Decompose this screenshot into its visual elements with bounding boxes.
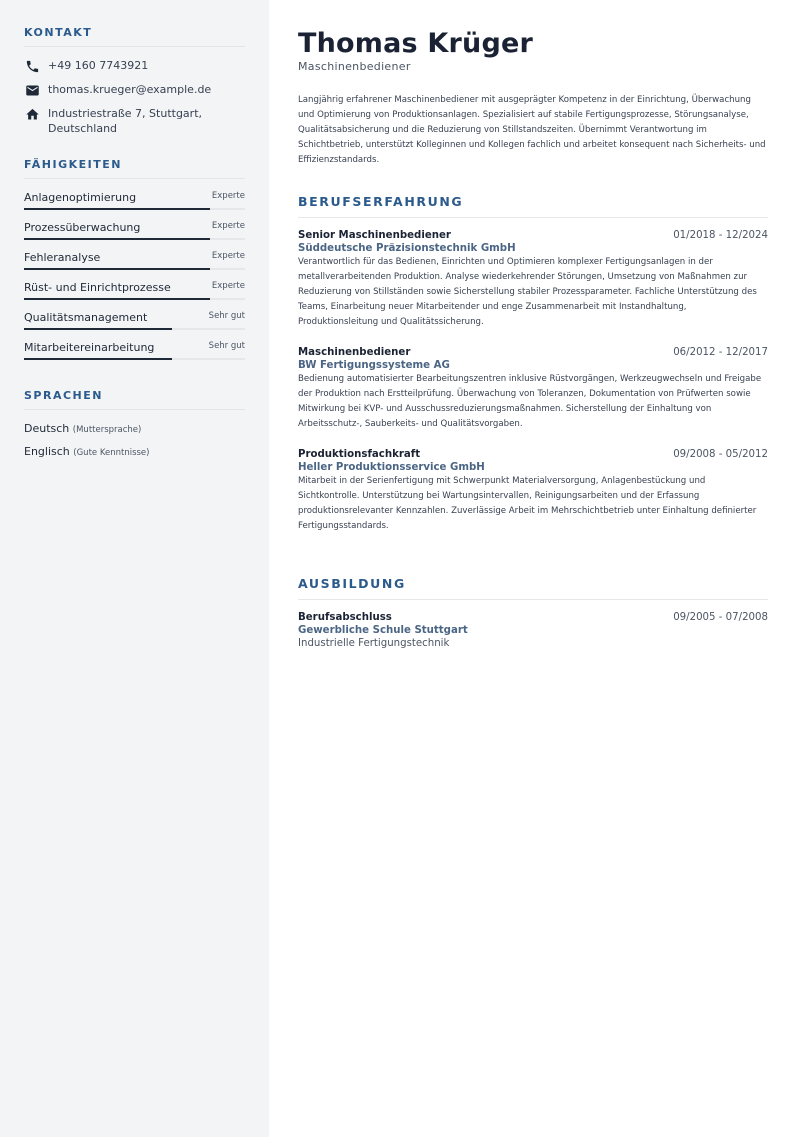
skill-bar-fill: [24, 328, 172, 330]
skill-item: [24, 250, 245, 280]
contact-phone-text[interactable]: +49 160 7743921: [48, 59, 149, 72]
skill-name: Qualitätsmanagement: [24, 311, 148, 324]
experience-entry: [298, 230, 768, 330]
experience-entry: [298, 449, 768, 534]
entry-date: 06/2012 - 12/2017: [673, 347, 768, 358]
contact-email-text[interactable]: thomas.krueger@example.de: [48, 83, 212, 96]
language-item: [24, 444, 245, 461]
job-title: Maschinenbediener: [298, 60, 411, 73]
contact-phone: [24, 58, 245, 74]
language-item: [24, 421, 245, 438]
skill-bar-fill: [24, 268, 210, 270]
main-content: [269, 0, 804, 1137]
entry-company: BW Fertigungssysteme AG: [298, 360, 450, 371]
skill-item: [24, 280, 245, 310]
skill-name: Prozessüberwachung: [24, 221, 141, 234]
person-name: Thomas Krüger: [298, 28, 534, 59]
entry-company: Heller Produktionsservice GmbH: [298, 462, 485, 473]
entry-description: Verantwortlich für das Bedienen, Einrichten und Optimieren komplexer Fertigungsanlagen in der metallverarbeitenden Produktion. Analyse wiederkehrender Störungen, Umsetzung von Maßnahmen zur Reduzierung von Stillständen sowie Sicherstellung stabiler Prozessparameter. Fachliche Unterstützung des Teams, Einarbeitung neuer Mitarbeitender und enge Zusammenarbeit mit Instandhaltung, Produktionsleitung und Qualitätssicherung.: [298, 257, 757, 327]
contact-email: [24, 82, 245, 98]
skill-item: [24, 190, 245, 220]
skill-level: Sehr gut: [208, 311, 245, 321]
skill-level: Experte: [211, 251, 245, 261]
skills-list: [24, 190, 245, 370]
skill-bar-fill: [24, 358, 172, 360]
sidebar: [0, 0, 269, 1137]
experience-heading: BERUFSERFAHRUNG: [298, 194, 768, 218]
language-name: Deutsch: [24, 422, 70, 435]
entry-description: Bedienung automatisierter Bearbeitungszentren inklusive Rüstvorgängen, Werkzeugwechseln und Freigabe der Produktion nach Erstteilprüfung. Überwachung von Toleranzen, Dokumentation von Prüfwerten sowie Mitwirkung bei KVP- und Ausschussreduzierungsmaßnahmen. Sicherstellung der Einhaltung von Arbeitsschutz-, Sauberkeits- und Qualitätsvorgaben.: [298, 374, 762, 429]
entry-title: Berufsabschluss: [298, 612, 392, 623]
skill-bar: [24, 328, 245, 330]
entry-date: 09/2008 - 05/2012: [673, 449, 768, 460]
skill-bar: [24, 298, 245, 300]
profile-summary: Langjährig erfahrener Maschinenbediener mit ausgeprägter Kompetenz in der Einrichtung, Überwachung und Optimierung von Produktionsanlagen. Spezialisiert auf stabile Fertigungsprozesse, Störungsanalyse, Qualitätsabsicherung und die Reduzierung von Stillstandszeiten. Übernimmt Verantwortung im Schichtbetrieb, unterstützt Kolleginnen und Kollegen fachlich und arbeitet konsequent nach Sicherheits- und Effizienzstandards.: [298, 95, 766, 165]
phone-icon: [24, 58, 41, 74]
skill-bar-fill: [24, 208, 210, 210]
skill-level: Sehr gut: [208, 341, 245, 351]
skill-bar: [24, 208, 245, 210]
entry-field: Industrielle Fertigungstechnik: [298, 638, 450, 649]
experience-entry: [298, 347, 768, 432]
skill-name: Fehleranalyse: [24, 251, 101, 264]
skill-bar: [24, 238, 245, 240]
skill-bar: [24, 268, 245, 270]
skill-name: Mitarbeitereinarbeitung: [24, 341, 155, 354]
contact-heading: KONTAKT: [24, 26, 245, 47]
mail-icon: [24, 82, 41, 98]
skill-level: Experte: [211, 281, 245, 291]
language-level: (Muttersprache): [72, 425, 142, 435]
skill-bar: [24, 358, 245, 360]
skill-name: Anlagenoptimierung: [24, 191, 137, 204]
skill-level: Experte: [211, 221, 245, 231]
language-name: Englisch: [24, 445, 70, 458]
entry-date: 09/2005 - 07/2008: [673, 612, 768, 623]
entry-school: Gewerbliche Schule Stuttgart: [298, 625, 468, 636]
entry-title: Senior Maschinenbediener: [298, 230, 451, 241]
entry-date: 01/2018 - 12/2024: [673, 230, 768, 241]
education-heading: AUSBILDUNG: [298, 576, 768, 600]
home-icon: [24, 106, 41, 122]
skill-bar-fill: [24, 238, 210, 240]
entry-title: Produktionsfachkraft: [298, 449, 421, 460]
entry-title: Maschinenbediener: [298, 347, 411, 358]
contact-address-text: Industriestraße 7, Stuttgart, Deutschland: [48, 107, 202, 135]
skill-item: [24, 310, 245, 340]
skill-name: Rüst- und Einrichtprozesse: [24, 281, 171, 294]
skill-bar-fill: [24, 298, 210, 300]
contact-address: [24, 106, 245, 136]
languages-heading: SPRACHEN: [24, 389, 245, 410]
skill-item: [24, 220, 245, 250]
language-level: (Gute Kenntnisse): [73, 448, 150, 458]
skills-heading: FÄHIGKEITEN: [24, 158, 245, 179]
entry-company: Süddeutsche Präzisionstechnik GmbH: [298, 243, 516, 254]
skill-level: Experte: [211, 191, 245, 201]
skill-item: [24, 340, 245, 370]
education-entry: [298, 612, 768, 649]
entry-description: Mitarbeit in der Serienfertigung mit Schwerpunkt Materialversorgung, Anlagenbestückung und Sichtkontrolle. Unterstützung bei Wartungsintervallen, Reinigungsarbeiten und der Erfassung produktionsrelevanter Kennzahlen. Zuverlässige Arbeit im Mehrschichtbetrieb unter Einhaltung definierter Fertigungsstandards.: [298, 476, 757, 531]
